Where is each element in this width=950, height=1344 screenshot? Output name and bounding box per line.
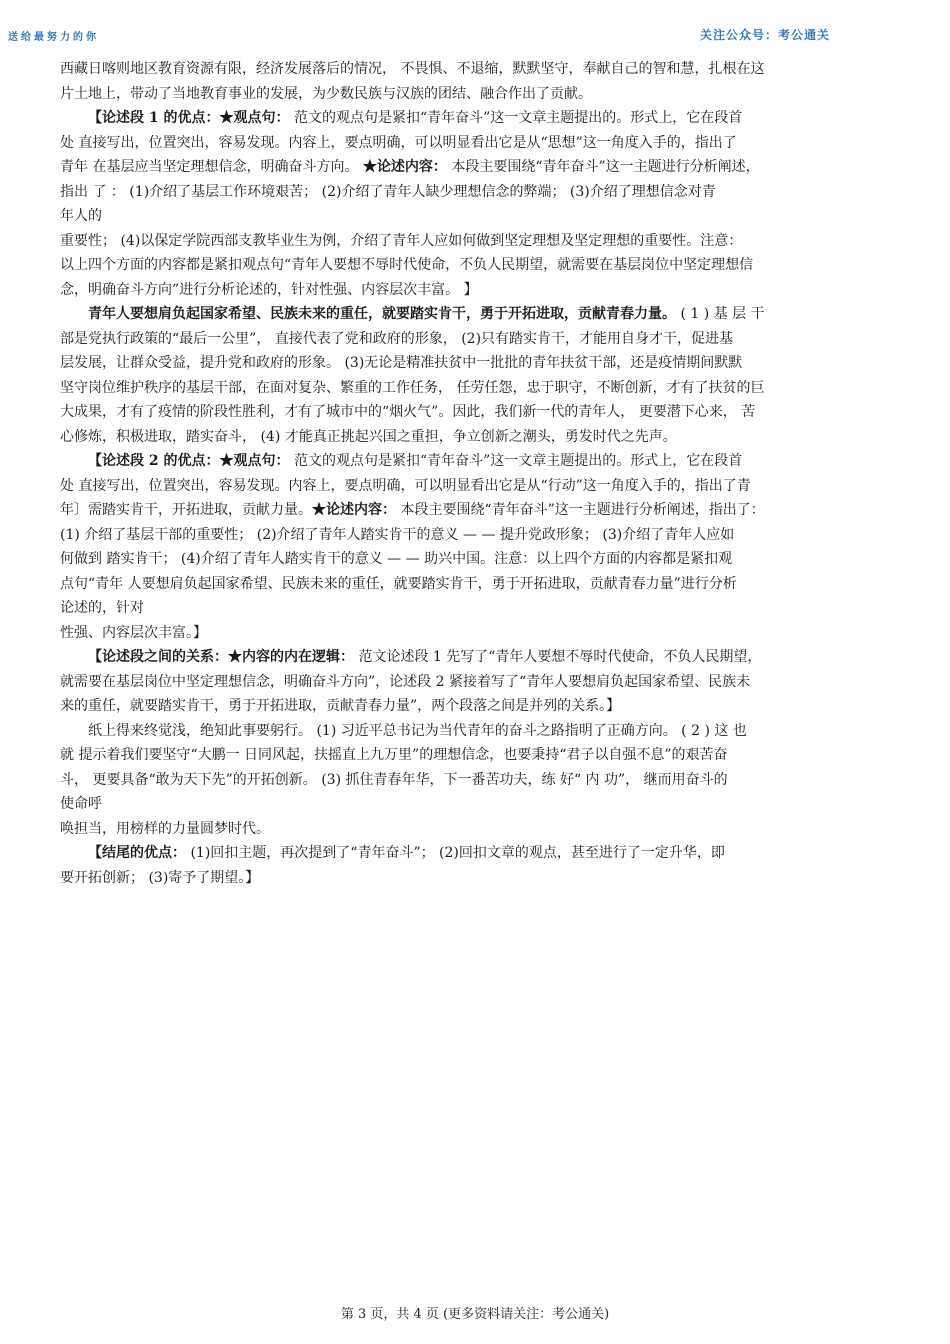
text-run: 心修炼，积极进取，踏实奋斗， (4) 才能真正挑起兴国之重担，争立创新之潮头，勇发时代之先声。 [60,428,677,445]
text-line [60,425,892,450]
text-run: 点句“青年 人要想肩负起国家希望、民族未来的重任，就要踏实肯干，勇于开拓进取，贡献青春力量”进行分析 [60,575,737,592]
text-run: (1) 介绍了基层干部的重要性； (2)介绍了青年人踏实肯干的意义 — — 提升党政形象； (3)介绍了青年人应如 [60,526,735,543]
text-line [60,229,892,254]
bold-label: 【论述段 2 的优点：★观点句： [88,453,290,469]
bold-label: 青年人要想肩负起国家希望、民族未来的重任，就要踏实肯干，勇于开拓进取，贡献青春力量。 [88,306,676,322]
text-line [60,694,892,719]
bold-label: ★论述内容： [362,159,447,175]
text-line [60,621,892,646]
text-run: 重要性； (4)以保定学院西部支教毕业生为例，介绍了青年人应如何做到坚定理想及坚定理想的重要性。注意： [60,232,743,249]
header-wechat-label: 关注公众号：考公通关 [700,28,831,42]
text-run: 范文的观点句是紧扣“青年奋斗”这一文章主题提出的。形式上，它在段首 [289,453,743,469]
text-run: ( 1 ) 基 层 干 [676,306,765,322]
text-run: (1)回扣主题，再次提到了“青年奋斗”； (2)回扣文章的观点，甚至进行了一定升华，即 [186,845,725,861]
text-run: 以上四个方面的内容都是紧扣观点句“青年人要想不辱时代使命，不负人民期望，就需要在基层岗位中坚定理想信 [60,257,754,273]
document-body [60,57,892,890]
text-line [60,253,892,278]
text-line [60,498,892,523]
text-run: 就需要在基层岗位中坚定理想信念，明确奋斗方向”，论述段 2 紧接着写了“青年人要想肩负起国家希望、民族未 [60,673,751,690]
text-run: 西藏日喀则地区教育资源有限，经济发展落后的情况， 不畏惧、不退缩，默默坚守，奉献自己的智和慧，扎根在这 [60,61,765,77]
bold-label: ★论述内容： [312,502,396,518]
text-run: 唤担当，用榜样的力量圆梦时代。 [60,820,270,837]
text-line [60,719,892,744]
text-line [60,204,892,229]
bold-label: 【论述段之间的关系：★内容的内在逻辑： [88,649,354,665]
text-run: 大成果，才有了疫情的阶段性胜利，才有了城市中的“烟火气”。因此，我们新一代的青年人， 更要潜下心来， 苦 [60,404,756,420]
text-run: 何做到 踏实肯干； (4)介绍了青年人踏实肯干的意义 — — 助兴中国。注意：以上四个方面的内容都是紧扣观 [60,551,733,567]
text-line [60,106,892,131]
text-run: 部是党执行政策的“最后一公里”， 直接代表了党和政府的形象， (2)只有踏实肯干，才能用自身才干，促进基 [60,330,734,347]
text-line [60,474,892,499]
text-run: 处 直接写出，位置突出，容易发现。内容上，要点明确，可以明显看出它是从“思想”这一角度入手的，指出了 [60,134,737,151]
text-line [60,82,892,107]
text-line [60,866,892,891]
text-run: 年人的 [60,208,102,224]
text-run: 纸上得来终觉浅，绝知此事要躬行。 (1) 习近平总书记为当代青年的奋斗之路指明了正确方向。 ( 2 ) 这 也 [88,722,747,739]
text-line [60,547,892,572]
text-line [60,302,892,327]
bold-label: 【结尾的优点： [88,845,186,861]
text-run: 就 提示着我们要坚守“大鹏一 日同风起，扶摇直上九万里”的理想信念，也要秉持“君子以自强不息”的艰苦奋 [60,747,728,763]
text-line [60,449,892,474]
text-run: 青年 在基层应当坚定理想信念，明确奋斗方向。 [60,159,363,175]
text-run: 来的重任，就要踏实肯干，勇于开拓进取，贡献青春力量”，两个段落之间是并列的关系。】 [60,698,621,714]
text-line [60,743,892,768]
text-run: 念，明确奋斗方向”进行分析论述的，针对性强、内容层次丰富。 】 [60,281,478,298]
text-line [60,817,892,842]
text-run: 本段主要围绕“青年奋斗”这一主题进行分析阐述， [446,159,760,175]
text-line [60,645,892,670]
text-line [60,523,892,548]
header-slogan: 送给最努力的你 [8,32,99,43]
bold-label: 【论述段 1 的优点：★观点句： [88,110,290,126]
text-run: 坚守岗位维护秩序的基层干部，在面对复杂、繁重的工作任务， 任劳任怨，忠于职守，不断创新，才有了扶贫的巨 [60,379,765,396]
text-run: 片土地上，带动了当地教育事业的发展，为少数民族与汉族的团结、融合作出了贡献。 [60,85,592,102]
text-line [60,400,892,425]
text-run: 年〕需踏实肯干，开拓进取，贡献力量。 [60,502,312,518]
text-run: 范文的观点句是紧扣“青年奋斗”这一文章主题提出的。形式上，它在段首 [289,110,743,126]
text-line [60,792,892,817]
text-run: 层发展，让群众受益，提升党和政府的形象。 (3)无论是精准扶贫中一批批的青年扶贫干部，还是疫情期间默默 [60,355,743,371]
text-line [60,841,892,866]
text-line [60,180,892,205]
text-run: 指出 了 ： (1)介绍了基层工作环境艰苦； (2)介绍了青年人缺少理想信念的弊端； (3)介绍了理想信念对青 [60,183,716,200]
text-line [60,155,892,180]
text-line [60,131,892,156]
text-line [60,768,892,793]
text-run: 论述的，针对 [60,600,144,616]
text-run: 本段主要围绕“青年奋斗”这一主题进行分析阐述，指出了： [396,502,765,518]
text-line [60,670,892,695]
text-line [60,596,892,621]
text-run: 使命呼 [60,796,102,812]
text-line [60,572,892,597]
text-run: 要开拓创新； (3)寄予了期望。】 [60,869,260,886]
text-run: 性强、内容层次丰富。】 [60,624,207,641]
text-line [60,57,892,82]
text-line [60,327,892,352]
text-line [60,278,892,303]
page-footer: 第 3 页，共 4 页 (更多资料请关注：考公通关) [340,1307,610,1322]
text-run: 处 直接写出，位置突出，容易发现。内容上，要点明确，可以明显看出它是从“行动”这一角度入手的，指出了青 [60,477,751,494]
text-run: 范文论述段 1 先写了“青年人要想不辱时代使命，不负人民期望， [354,649,762,665]
text-run: 斗， 更要具备“敢为天下先”的开拓创新。 (3) 抓住青春年华，下一番苦功夫，练 好“ 内 功”， 继而用奋斗的 [60,771,728,788]
text-line [60,376,892,401]
text-line [60,351,892,376]
